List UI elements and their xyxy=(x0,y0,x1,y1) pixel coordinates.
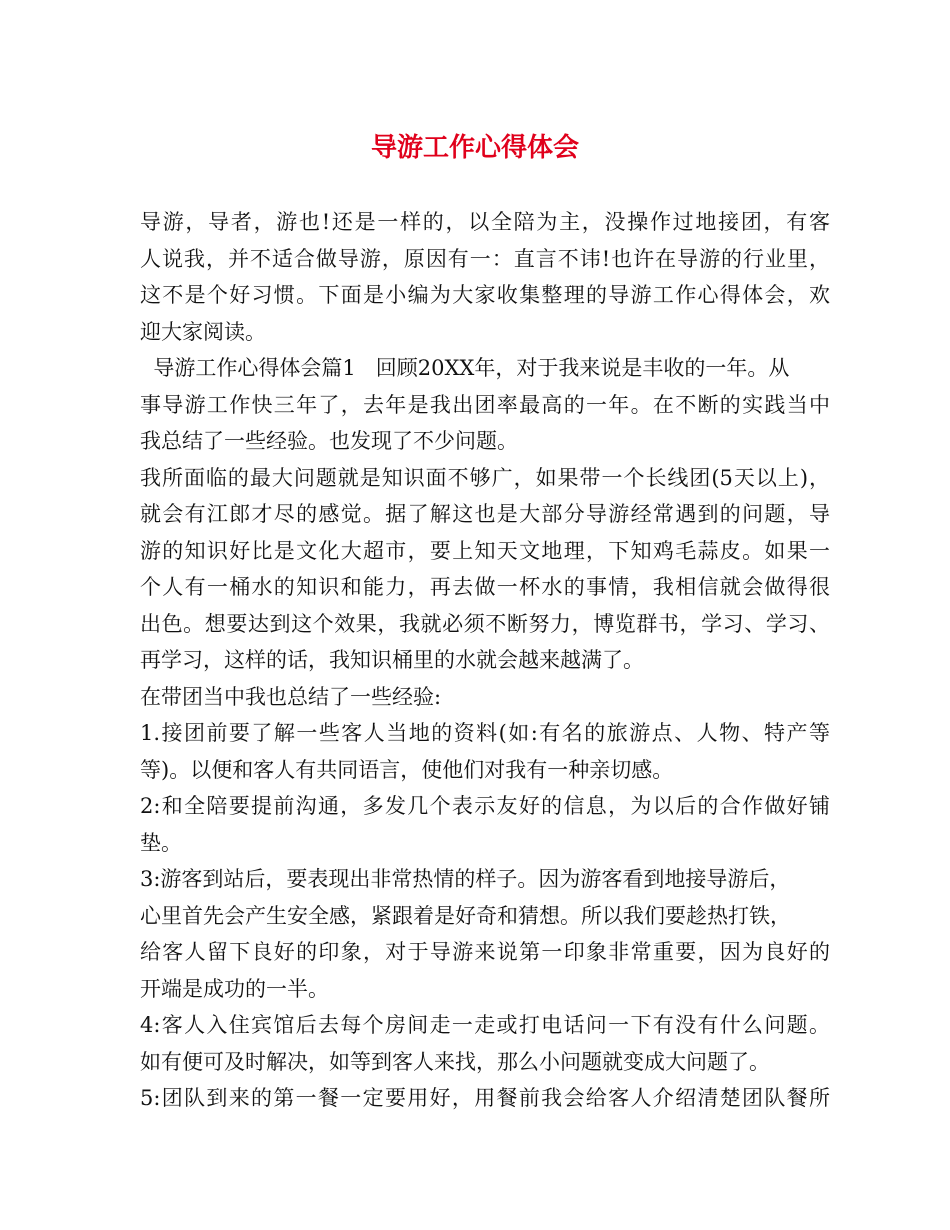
text-line: 人说我，并不适合做导游，原因有一：直言不讳!也许在导游的行业里， xyxy=(140,246,830,271)
text-line: 等)。以便和客人有共同语言，使他们对我有一种亲切感。 xyxy=(140,757,674,782)
document-title: 导游工作心得体会 xyxy=(370,133,579,163)
text-line: 导游，导者，游也!还是一样的，以全陪为主，没操作过地接团，有客 xyxy=(140,210,830,234)
text-line: 3:游客到站后，要表现出非常热情的样子。因为游客看到地接导游后， xyxy=(140,867,791,891)
text-line: 开端是成功的一半。 xyxy=(140,976,329,1001)
text-line: 再学习，这样的话，我知识桶里的水就会越来越满了。 xyxy=(140,648,644,672)
text-line: 4:客人入住宾馆后去每个房间走一走或打电话问一下有没有什么问题。 xyxy=(140,1013,830,1037)
text-line: 给客人留下良好的印象，对于导游来说第一印象非常重要，因为良好的 xyxy=(140,940,830,964)
document-body xyxy=(140,204,830,1117)
text-line: 迎大家阅读。 xyxy=(140,319,266,344)
text-line: 游的知识好比是文化大超市，要上知天文地理，下知鸡毛蒜皮。如果一 xyxy=(140,538,830,563)
text-line: 导游工作心得体会篇1 回顾20XX年，对于我来说是丰收的一年。从 xyxy=(140,356,790,380)
text-line: 1.接团前要了解一些客人当地的资料(如:有名的旅游点、人物、特产等 xyxy=(140,721,830,745)
text-line: 就会有江郎才尽的感觉。据了解这也是大部分导游经常遇到的问题，导 xyxy=(140,502,830,526)
text-line: 我所面临的最大问题就是知识面不够广，如果带一个长线团(5天以上)， xyxy=(140,465,830,490)
text-line: 如有便可及时解决，如等到客人来找，那么小问题就变成大问题了。 xyxy=(140,1049,770,1074)
text-line: 5:团队到来的第一餐一定要用好，用餐前我会给客人介绍清楚团队餐所 xyxy=(140,1086,830,1110)
text-line: 这不是个好习惯。下面是小编为大家收集整理的导游工作心得体会，欢 xyxy=(140,283,830,307)
text-line: 在带团当中我也总结了一些经验: xyxy=(140,684,442,709)
text-line: 我总结了一些经验。也发现了不少问题。 xyxy=(140,429,518,453)
text-line: 心里首先会产生安全感，紧跟着是好奇和猜想。所以我们要趁热打铁， xyxy=(140,903,791,928)
text-line: 2:和全陪要提前沟通，多发几个表示友好的信息，为以后的合作做好铺 xyxy=(140,794,830,818)
text-line: 垫。 xyxy=(140,830,182,855)
text-line: 出色。想要达到这个效果，我就必须不断努力，博览群书，学习、学习、 xyxy=(140,611,830,636)
text-line: 事导游工作快三年了，去年是我出团率最高的一年。在不断的实践当中 xyxy=(140,392,830,417)
text-line: 个人有一桶水的知识和能力，再去做一杯水的事情，我相信就会做得很 xyxy=(140,575,830,599)
